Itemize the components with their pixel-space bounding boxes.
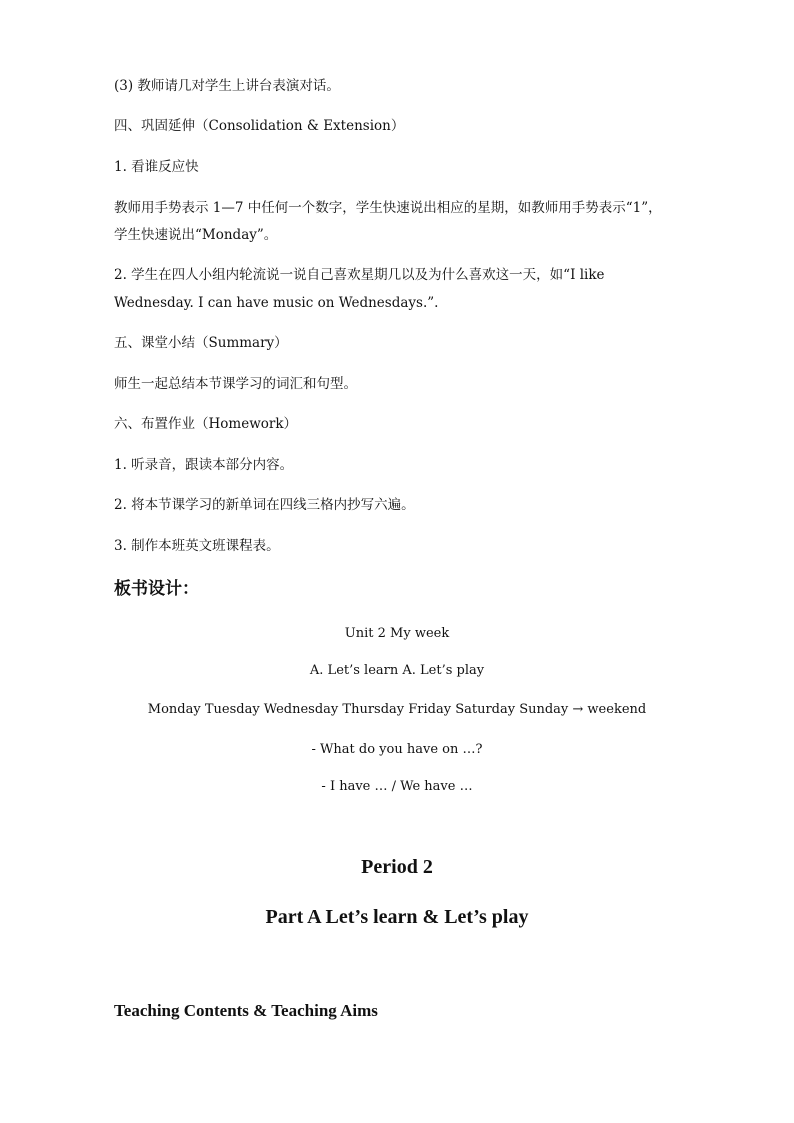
board-design-heading: 板书设计： [114,579,199,599]
section-homework-heading: 六、布置作业（Homework） [114,416,298,432]
homework-item-2: 2. 将本节课学习的新单词在四线三格内抄写六遍。 [114,497,415,513]
period-subtitle: Part A Let’s learn & Let’s play [265,906,529,928]
period-title: Period 2 [361,856,433,878]
step-3-text: (3) 教师请几对学生上讲台表演对话。 [114,78,340,94]
board-days-list: Monday Tuesday Wednesday Thursday Friday Saturday Sunday → weekend [147,702,647,717]
section-consolidation-heading: 四、巩固延伸（Consolidation & Extension） [114,118,405,134]
activity-1-desc-line1: 教师用手势表示 1—7 中任何一个数字，学生快速说出相应的星期，如教师用手势表示“1”， [114,200,662,216]
homework-item-3: 3. 制作本班英文班课程表。 [114,538,280,554]
board-parts: A. Let’s learn A. Let’s play [309,663,485,678]
summary-text: 师生一起总结本节课学习的词汇和句型。 [114,376,357,392]
board-unit-title: Unit 2 My week [344,626,450,641]
teaching-contents-heading: Teaching Contents & Teaching Aims [114,1001,378,1020]
board-question: - What do you have on …? [311,742,483,757]
activity-2-line2: Wednesday. I can have music on Wednesdays.”. [114,295,439,311]
board-answer: - I have … / We have … [321,779,473,794]
activity-1-desc-line2: 学生快速说出“Monday”。 [114,227,278,243]
section-summary-heading: 五、课堂小结（Summary） [114,335,288,351]
homework-item-1: 1. 听录音，跟读本部分内容。 [114,457,294,473]
activity-2-line1: 2. 学生在四人小组内轮流说一说自己喜欢星期几以及为什么喜欢这一天，如“I like [114,267,605,283]
activity-1-title: 1. 看谁反应快 [114,159,199,175]
